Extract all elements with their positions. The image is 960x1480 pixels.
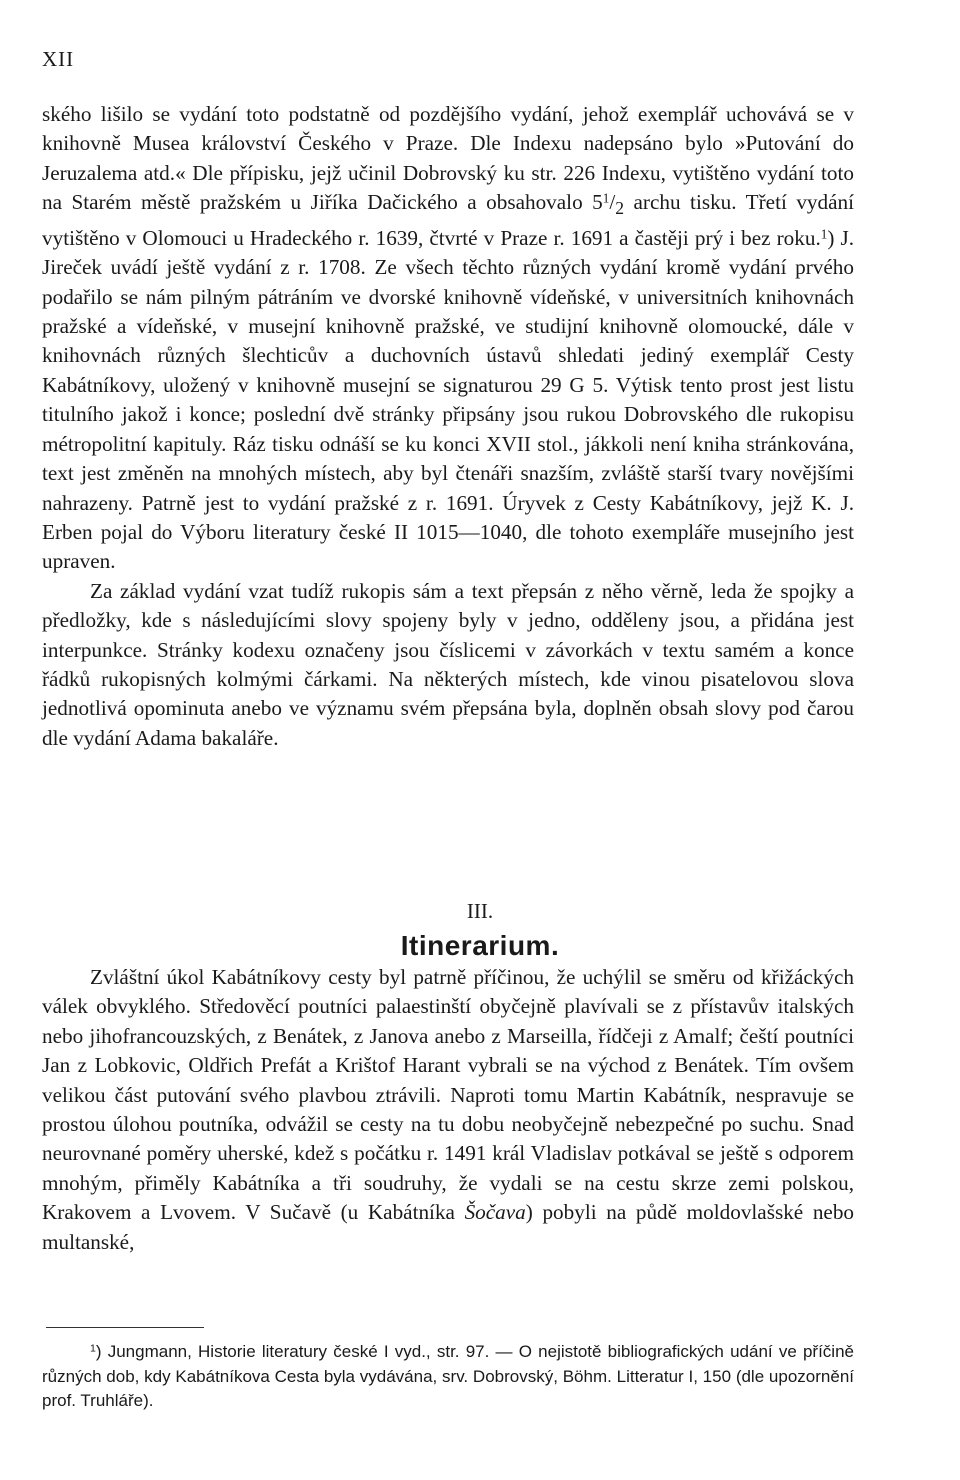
section-number: III. bbox=[466, 899, 494, 923]
footnote-text: Jungmann, Historie literatury české I vyd., str. 97. — O nejistotě bibliografických udání ve příčině různých dob, kdy Kabátníkova Cesta byla vydávána, srv. Dobrovský, Böhm. Litteratur I, 150 (dle upozornění prof. Truhláře). bbox=[42, 1342, 854, 1410]
fraction-numerator: 1 bbox=[602, 190, 610, 206]
footnote-reference: 1 bbox=[820, 226, 828, 242]
footnote-mark-close: ) bbox=[95, 1342, 102, 1361]
footnote-divider bbox=[46, 1327, 204, 1328]
section-paragraph-part-a: Zvláštní úkol Kabátníkovy cesty byl patrně příčinou, že uchýlil se směru od křižáckých válek obvyklého. Středověcí poutníci palaestinští obyčejně plavívali se z přístavův italských nebo jihofrancouzských, z Benátek, z Janova anebo z Marseilla, řídčeji z Amalf; čeští poutníci Jan z Lobkovic, Oldřich Prefát a Krištof Harant vybrali se na východ z Benátek. Tím ovšem velikou část putování svého plavbou ztrávili. Naproti tomu Martin Kabátník, nespravuje se prostou úlohou poutníka, odvážil se cesty na tu dobu neobyčejně nebezpečné po suchu. Snad neurovnané poměry uherské, kdež s počátku r. 1491 král Vladislav potkával se ještě s odporem mnohým, přiměly Kabátníka a tři soudruhy, že vydali se na cestu skrze zemi polskou, Krakovem a Lvovem. V Sučavě (u Kabátníka bbox=[42, 965, 854, 1225]
paragraph-1-part-c: J. Jireček uvádí ještě vydání z r. 1708. Ze všech těchto různých vydání kromě vydání prvého podařilo se nám pilným pátráním ve dvorské knihovně vídeňské, v universitních knihovnách pražské a vídeňské, v musejní knihovně pražské, ve studijní knihovně olomoucké, dále v knihovnách různých šlechticův a duchovních ústavů shledati jediný exemplář Cesty Kabátníkovy, uložený v knihovně musejní se signaturou 29 G 5. Výtisk tento prost jest listu titulního jakož i konce; poslední dvě stránky připsány jsou rukou Dobrovského dle rukopisu métropolitní kapituly. Ráz tisku odnáší se ku konci XVII stol., jákkoli není kniha stránkována, text jest změněn na mnohých místech, aby byl čtenáři snazším, zvláště starší tvary novějšími nahrazeny. Patrně jest to vydání pražské z r. 1691. Úryvek z Cesty Kabátníkovy, jejž K. J. Erben pojal do Výboru literatury české II 1015—1040, dle tohoto exempláře musejního jest upraven. bbox=[42, 225, 854, 574]
section-paragraph-part-b: ) pobyli na půdě moldovlašské nebo multanské, bbox=[42, 1200, 855, 1254]
section-text bbox=[42, 963, 854, 1257]
paragraph-1-part-a: ského lišilo se vydání toto podstatně od pozdějšího vydání, jehož exemplář uchovává se v knihovně Musea království Českého v Praze. Dle Indexu nadepsáno bylo »Putování do Jeruzalema atd.« Dle přípisku, jejž učinil Dobrovský ku str. 226 Indexu, vytištěno vydání toto na Starém městě pražském u Jiříka Dačického a obsahovalo 5 bbox=[42, 102, 854, 215]
italic-term: Šočava bbox=[464, 1200, 526, 1225]
fraction-denominator: 2 bbox=[615, 198, 625, 219]
paragraph-1: ského lišilo se vydání toto podstatně od pozdějšího vydání, jehož exemplář uchovává se v knihovně Musea království Českého v Praze. Dle Indexu nadepsáno bylo »Putování do Jeruzalema atd.« Dle přípisku, jejž učinil Dobrovský ku str. 226 Indexu, vytištěno vydání toto na Starém městě pražském u Jiříka Dačického a obsahovalo $5^1/_2$ archu tisku. Třetí vydání vytištěno v Olomouci u Hradeckého r. 1639, čtvrté v Praze r. 1691 a častěji prý i bez roku.$^1$) J. Jireček uvádí ještě vydání z r. 1708. Ze všech těchto různých vydání kromě vydání prvého podařilo se nám pilným pátráním ve dvorské knihovně vídeňské, v universitních knihovnách pražské a vídeňské, v musejní knihovně pražské, ve studijní knihovně olomoucké, dále v knihovnách různých šlechticův a duchovních ústavů shledati jediný exemplář Cesty Kabátníkovy, uložený v knihovně musejní se signaturou 29 G 5. Výtisk tento prost jest listu titulního jakož i konce; poslední dvě stránky připsány jsou rukou Dobrovského dle rukopisu métropolitní kapituly. Ráz tisku odnáší se ku konci XVII stol., jákkoli není kniha stránkována, text jest změněn na mnohých místech, aby byl čtenáři snazším, zvláště starší tvary novějšími nahrazeny. Patrně jest to vydání pražské z r. 1691. Úryvek z Cesty Kabátníkovy, jejž K. J. Erben pojal do Výboru literatury české II 1015—1040, dle tohoto exempláře musejního jest upraven. bbox=[42, 102, 854, 574]
section-paragraph bbox=[42, 963, 854, 1257]
section-title: Itinerarium. bbox=[400, 930, 560, 961]
footnote-mark: 1 bbox=[90, 1342, 96, 1355]
footnote bbox=[42, 1340, 854, 1414]
paragraph-1-part-b: archu tisku. Třetí vydání vytištěno v Olomouci u Hradeckého r. 1639, čtvrté v Praze r. 1691 a častěji prý i bez roku. bbox=[42, 190, 854, 250]
paragraph-2: Za základ vydání vzat tudíž rukopis sám a text přepsán z něho věrně, leda že spojky a předložky, kde s následujícími slovy spojeny byly v jedno, odděleny jsou, a přidána jest interpunkce. Stránky kodexu označeny jsou číslicemi v závorkách v textu samém a konce řádků rukopisných kolmými čárkami. Na některých místech, kde vinou pisatelovou slova jednotlivá opominuta anebo ve významu svém přepsána byla, doplněn obsah slovy pod čarou dle vydání Adama bakaláře. bbox=[42, 578, 854, 750]
page-number: XII bbox=[42, 47, 75, 71]
footnote-reference-close: ) bbox=[827, 225, 835, 250]
body-text bbox=[42, 100, 854, 753]
